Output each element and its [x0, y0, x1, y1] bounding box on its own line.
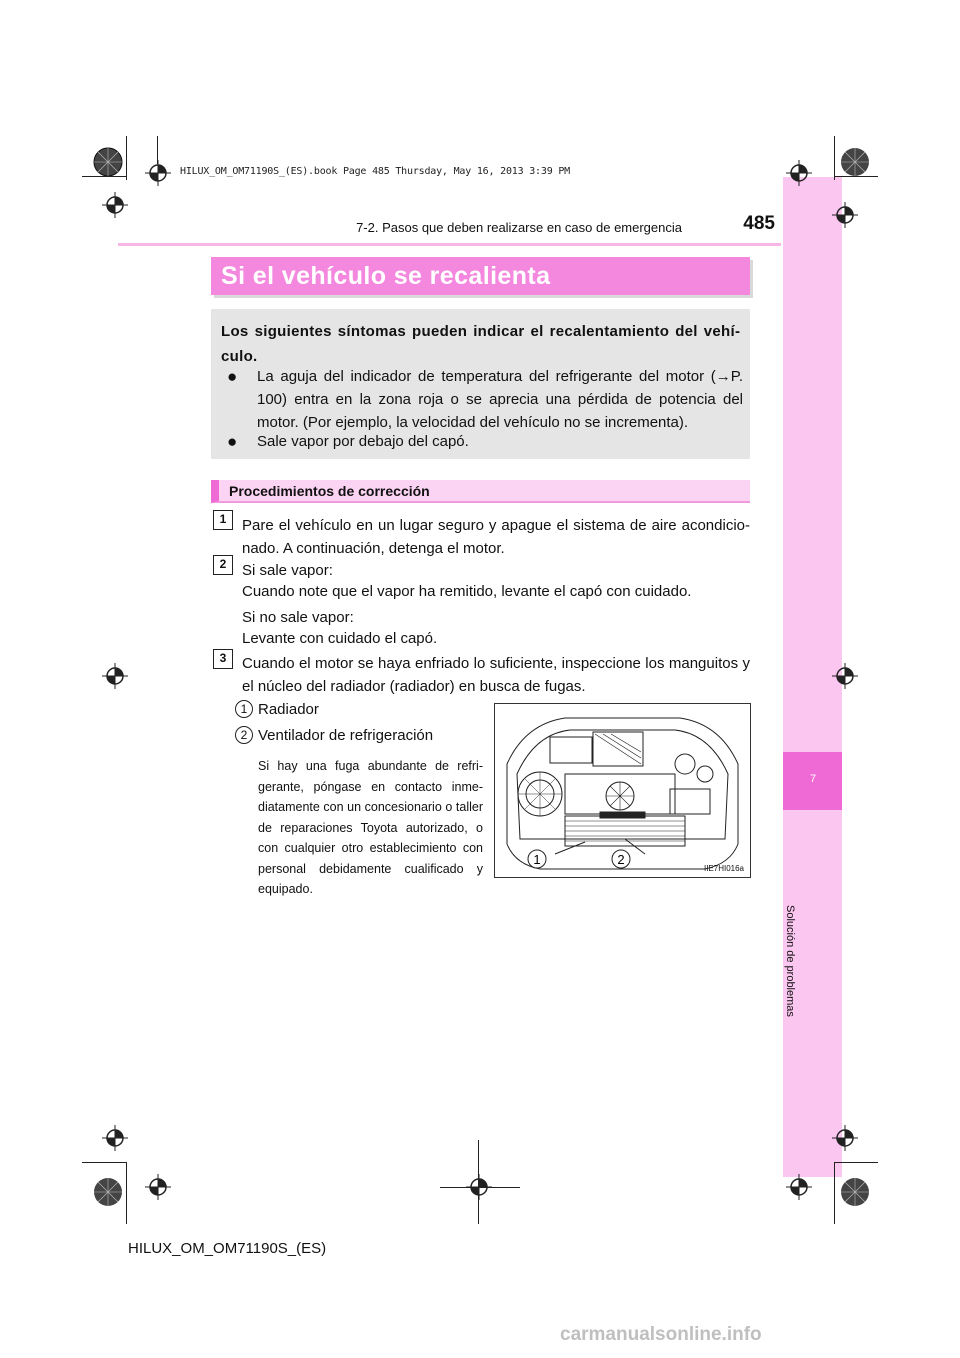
symptom-bullet: [227, 365, 743, 435]
sunburst-target: [93, 147, 123, 177]
item-number-circle: 2: [235, 726, 253, 744]
crop-line: [478, 1140, 479, 1224]
item-number-circle: 1: [235, 700, 253, 718]
sunburst-target: [840, 1177, 870, 1207]
crop-line: [834, 136, 835, 180]
crop-line: [126, 136, 127, 180]
crop-line: [834, 176, 878, 177]
leak-note: Si hay una fuga abundante de refrigerante, póngase en contacto inmediatamente con un concesionario o taller de reparaciones Toyota autorizado, o con cualquier otro establecimiento con personal debidamente cualificado y equipado.: [258, 759, 483, 896]
registration-mark: [145, 1174, 171, 1200]
symptom-text: Sale vapor por debajo del capó.: [257, 433, 469, 450]
symptoms-box: [211, 309, 750, 459]
registration-mark: [832, 202, 858, 228]
crop-line: [126, 1162, 127, 1224]
registration-mark: [786, 160, 812, 186]
bullet-icon: ●: [227, 367, 238, 386]
step-number-box: 2: [213, 555, 233, 575]
chapter-label: Solución de problemas: [784, 905, 796, 1017]
sunburst-target: [93, 1177, 123, 1207]
registration-mark: [102, 663, 128, 689]
page-title-banner: [211, 257, 750, 295]
crop-line: [82, 176, 126, 177]
watermark: carmanualsonline.info: [560, 1324, 762, 1345]
bullet-icon: ●: [227, 432, 238, 451]
crop-line: [82, 1162, 126, 1163]
figure-code: IIE7HI016a: [703, 864, 744, 873]
step-2-line: Levante con cuidado el capó.: [242, 630, 438, 647]
crop-line: [440, 1187, 520, 1188]
symptom-text: La aguja del indicador de temperatura del refrigerante del motor (→P. 100) entra en la zona roja o se aprecia una pérdida de potencia del motor. (Por ejemplo, la velocidad del vehículo no se incrementa).: [257, 368, 743, 431]
engine-bay-figure: [494, 703, 751, 878]
sunburst-target: [840, 147, 870, 177]
item-label: Radiador: [258, 701, 319, 718]
crop-line: [834, 1162, 878, 1163]
step-2-line: Si no sale vapor:: [242, 609, 354, 626]
crop-line: [834, 1162, 835, 1224]
registration-mark: [786, 1174, 812, 1200]
step-number-box: 3: [213, 649, 233, 669]
registration-mark: [102, 192, 128, 218]
procedure-heading: Procedimientos de corrección: [229, 483, 430, 499]
figure-callout: 2: [617, 852, 625, 867]
procedure-heading-bar: [211, 480, 750, 503]
registration-mark: [832, 663, 858, 689]
section-title: 7-2. Pasos que deben realizarse en caso de emergencia: [356, 220, 682, 235]
step-1-text: Pare el vehículo en un lugar seguro y apague el sistema de aire acondicionado. A continuación, detenga el motor.: [242, 517, 750, 557]
book-info: HILUX_OM_OM71190S_(ES).book Page 485 Thursday, May 16, 2013 3:39 PM: [180, 166, 570, 177]
crop-line: [157, 136, 158, 164]
footer-doc-id: HILUX_OM_OM71190S_(ES): [128, 1240, 327, 1257]
figure-callout: 1: [533, 852, 541, 867]
step-2-line: Cuando note que el vapor ha remitido, levante el capó con cuidado.: [242, 583, 692, 600]
chapter-number: 7: [809, 773, 817, 785]
step-2-line: Si sale vapor:: [242, 562, 333, 579]
registration-mark: [832, 1125, 858, 1151]
page-title: Si el vehículo se recalienta: [221, 262, 551, 290]
header-rule: [118, 243, 781, 246]
step-3-text: Cuando el motor se haya enfriado lo suficiente, inspeccione los manguitos y el núcleo del radiador (radiador) en busca de fugas.: [242, 655, 750, 695]
step-number-box: 1: [213, 510, 233, 530]
symptom-bullet: [227, 430, 743, 454]
engine-bay-illustration: [495, 704, 750, 877]
item-label: Ventilador de refrigeración: [258, 727, 434, 744]
registration-mark: [145, 160, 171, 186]
page-number: 485: [743, 213, 775, 234]
symptoms-intro: Los siguientes síntomas pueden indicar el recalentamiento del vehículo.: [221, 323, 740, 365]
registration-mark: [102, 1125, 128, 1151]
